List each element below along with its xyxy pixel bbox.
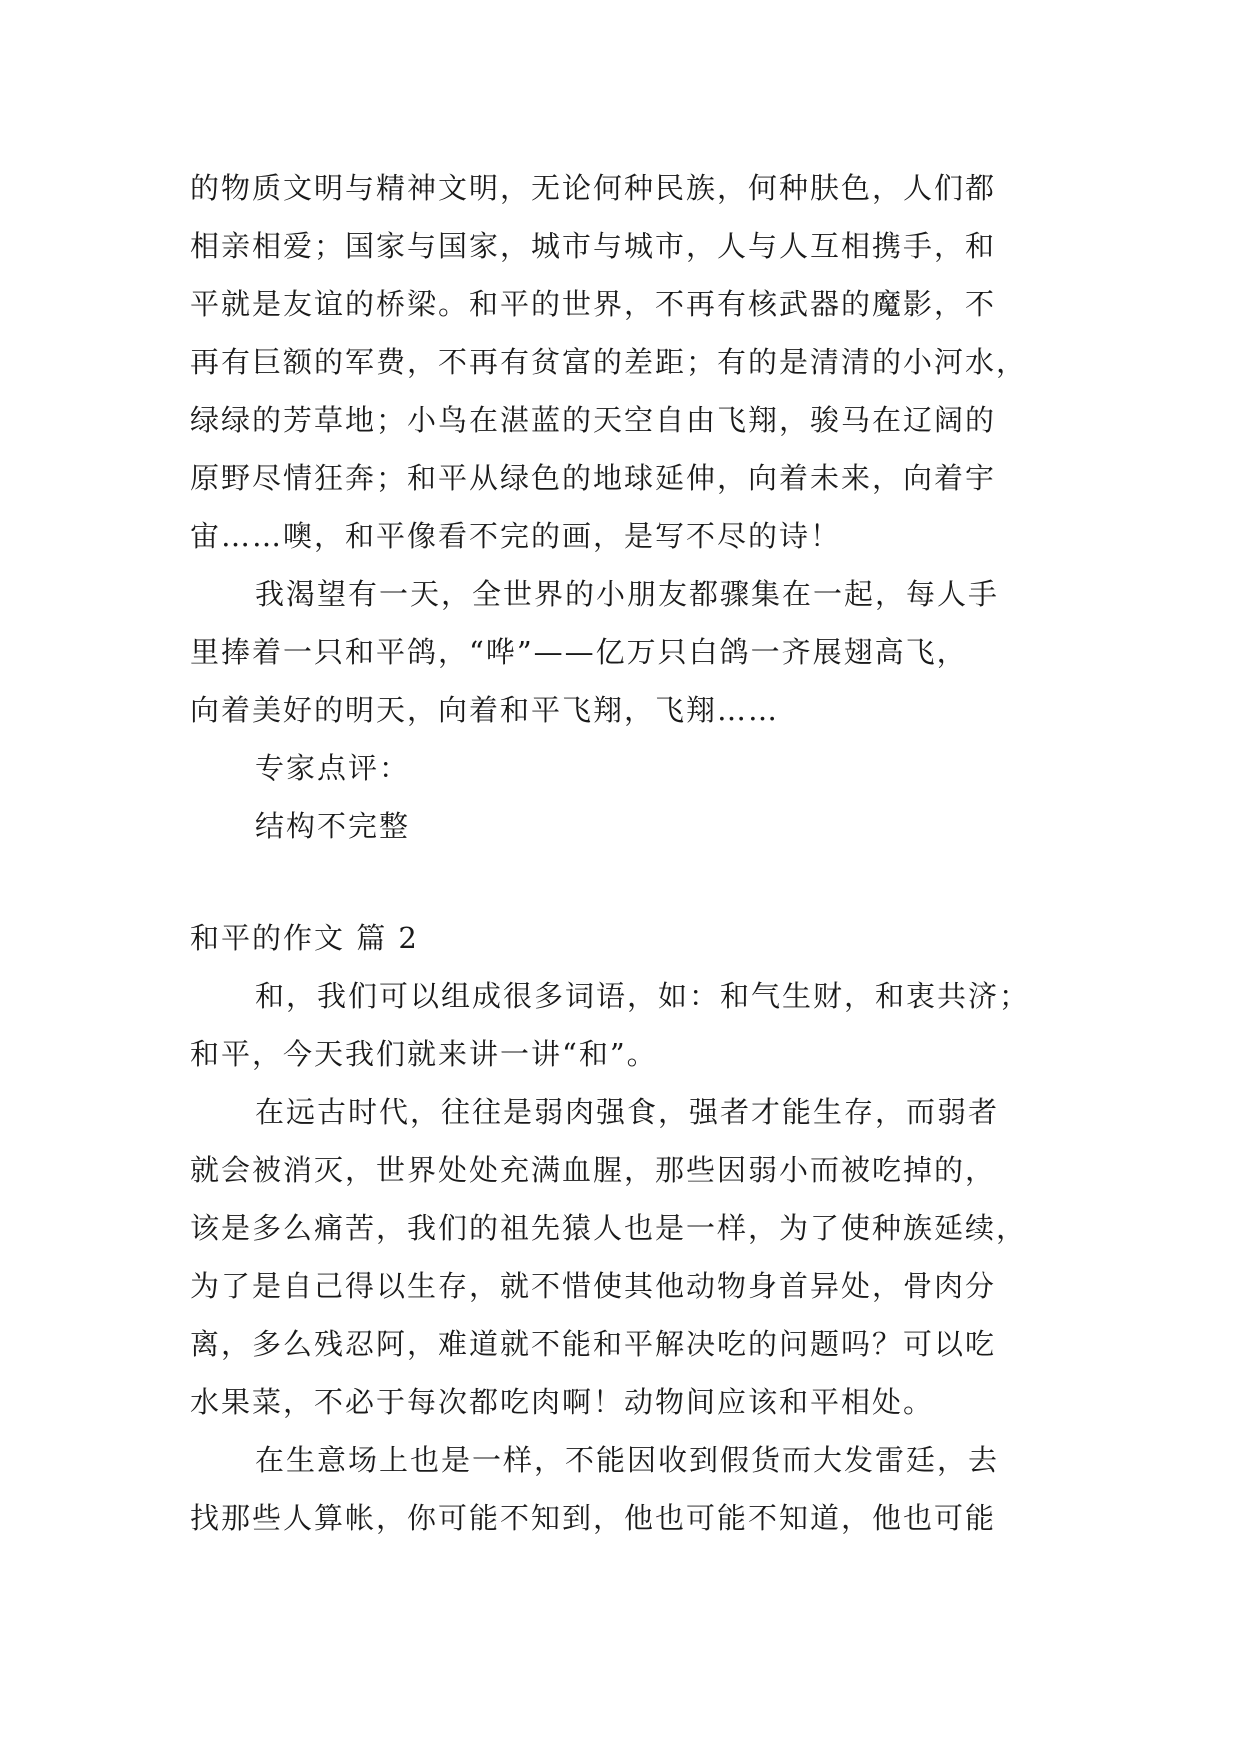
- paragraph-line: 里捧着一只和平鸽，“哗”——亿万只白鸽一齐展翅高飞，: [190, 635, 968, 669]
- paragraph-line: 水果菜，不必于每次都吃肉啊！动物间应该和平相处。: [190, 1385, 935, 1419]
- paragraph-line: 向着美好的明天，向着和平飞翔，飞翔……: [190, 693, 780, 727]
- paragraph-line: 宙……噢，和平像看不完的画，是写不尽的诗！: [190, 519, 842, 553]
- paragraph-line: 再有巨额的军费，不再有贫富的差距；有的是清清的小河水，: [190, 345, 1028, 379]
- expert-review-comment: 结构不完整: [255, 809, 411, 843]
- paragraph-line: 找那些人算帐，你可能不知到，他也可能不知道，他也可能: [190, 1501, 997, 1535]
- expert-review-label: 专家点评：: [255, 751, 411, 785]
- paragraph-line: 在远古时代，往往是弱肉强食，强者才能生存，而弱者: [255, 1095, 1000, 1129]
- paragraph-line: 我渴望有一天，全世界的小朋友都骤集在一起，每人手: [255, 577, 1000, 611]
- paragraph-line: 绿绿的芳草地；小鸟在湛蓝的天空自由飞翔，骏马在辽阔的: [190, 403, 997, 437]
- paragraph-line: 相亲相爱；国家与国家，城市与城市，人与人互相携手，和: [190, 229, 997, 263]
- paragraph-line: 在生意场上也是一样，不能因收到假货而大发雷廷，去: [255, 1443, 1000, 1477]
- paragraph-line: 和平，今天我们就来讲一讲“和”。: [190, 1037, 658, 1071]
- paragraph-line: 就会被消灭，世界处处充满血腥，那些因弱小而被吃掉的，: [190, 1153, 997, 1187]
- paragraph-line: 平就是友谊的桥梁。和平的世界，不再有核武器的魔影，不: [190, 287, 997, 321]
- paragraph-line: 离，多么残忍阿，难道就不能和平解决吃的问题吗？可以吃: [190, 1327, 997, 1361]
- paragraph-line: 该是多么痛苦，我们的祖先猿人也是一样，为了使种族延续，: [190, 1211, 1028, 1245]
- section-heading: 和平的作文 篇 2: [190, 921, 419, 955]
- paragraph-line: 的物质文明与精神文明，无论何种民族，何种肤色，人们都: [190, 171, 997, 205]
- paragraph-line: 原野尽情狂奔；和平从绿色的地球延伸，向着未来，向着宇: [190, 461, 997, 495]
- paragraph-line: 和，我们可以组成很多词语，如：和气生财，和衷共济；: [255, 979, 1031, 1013]
- paragraph-line: 为了是自己得以生存，就不惜使其他动物身首异处，骨肉分: [190, 1269, 997, 1303]
